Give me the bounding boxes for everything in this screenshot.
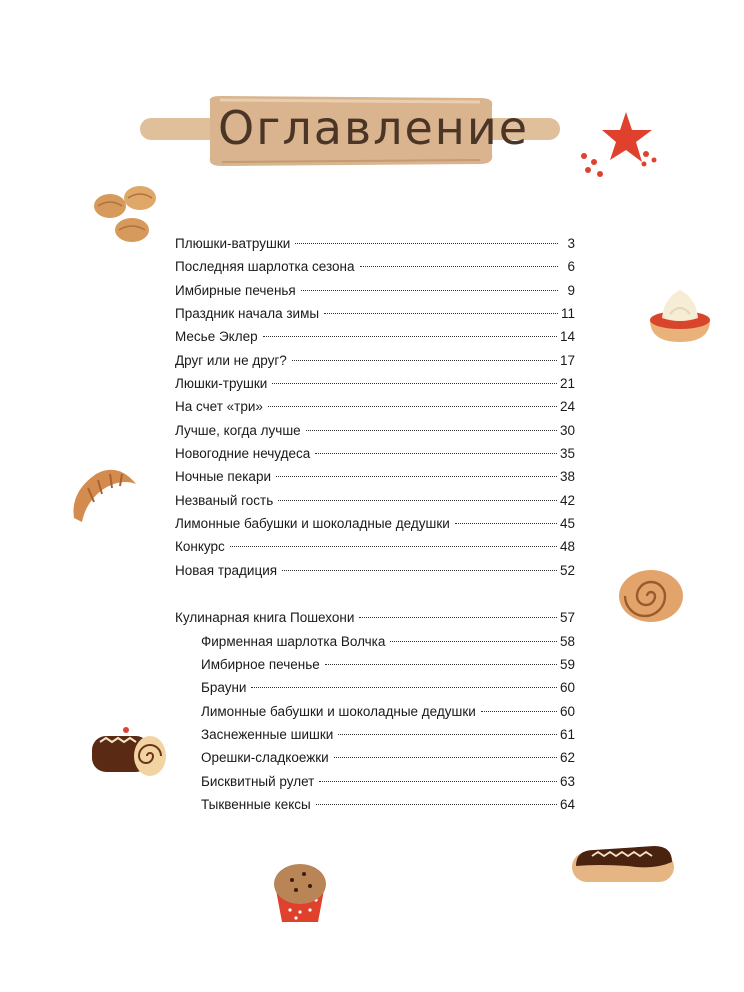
dot-leader [292,360,557,361]
toc-title: Новая традиция [175,562,278,578]
toc-page-number: 42 [559,492,575,508]
toc-title: Фирменная шарлотка Волчка [201,633,386,649]
toc-row-chapter[interactable] [175,559,575,582]
chapter-list [175,232,575,582]
toc-row-chapter[interactable] [175,535,575,558]
toc-page-number: 21 [559,376,575,392]
cream-tart-illustration [644,284,716,348]
toc-page-number: 45 [559,516,575,532]
toc-title: Брауни [201,680,247,696]
toc-page-number: 14 [559,329,575,345]
dot-leader [272,383,557,384]
toc-row-chapter[interactable] [175,302,575,325]
toc-row-chapter[interactable] [175,442,575,465]
star-illustration [574,108,664,188]
toc-page-number: 6 [567,259,575,275]
toc-row-chapter[interactable] [175,232,575,255]
toc-title: Новогодние нечудеса [175,446,311,462]
toc-title: Плюшки-ватрушки [175,236,291,251]
toc-page-number: 17 [559,352,575,368]
toc-row-recipe[interactable] [175,723,575,746]
dot-leader [325,664,557,665]
dot-leader [251,687,556,688]
toc-row-chapter[interactable] [175,419,575,442]
toc-page-number: 9 [567,282,575,298]
cinnamon-roll-illustration [616,564,686,626]
dot-leader [282,570,557,571]
dot-leader [230,546,557,547]
nut-cookies-illustration [88,176,168,248]
toc-page-number: 60 [559,703,575,719]
dot-leader [360,266,559,267]
eclair-illustration [568,836,678,888]
toc-page-number: 64 [559,796,575,812]
toc-row-recipe[interactable] [175,630,575,653]
toc-page-number: 11 [560,306,575,322]
toc-page-number: 63 [559,773,575,789]
dot-leader [295,243,558,244]
dot-leader [390,641,557,642]
toc-row-chapter[interactable] [175,512,575,535]
toc-row-chapter[interactable] [175,465,575,488]
toc-title: Орешки-сладкоежки [201,750,329,766]
dot-leader [334,757,557,758]
toc-title: Ночные пекари [175,469,271,485]
toc-page-number: 52 [559,562,575,578]
toc-page-number: 24 [559,399,575,415]
recipe-list [175,630,575,817]
toc-row-chapter[interactable] [175,489,575,512]
toc-title: Конкурс [175,539,225,555]
toc-title: Имбирные печенья [175,282,296,298]
swiss-roll-illustration [86,718,172,784]
toc-title: Лучше, когда лучше [175,422,301,438]
title-banner [140,88,560,178]
toc-title: На счет «три» [175,399,263,415]
dot-leader [268,406,557,407]
table-of-contents [175,232,575,816]
dot-leader [319,781,557,782]
dot-leader [316,804,557,805]
toc-title: Лимонные бабушки и шоколадные дедушки [201,703,476,719]
toc-page-number: 38 [559,469,575,485]
toc-row-recipe[interactable] [175,793,575,816]
dot-leader [278,500,557,501]
toc-page-number: 59 [559,656,575,672]
toc-title: Кулинарная книга Пошехони [175,610,355,626]
toc-page-number: 30 [559,422,575,438]
toc-title: Заснеженные шишки [201,726,334,742]
toc-row-chapter[interactable] [175,279,575,302]
toc-row-chapter[interactable] [175,255,575,278]
toc-page-number: 62 [559,750,575,766]
toc-row-chapter[interactable] [175,395,575,418]
toc-row-recipe[interactable] [175,746,575,769]
dot-leader [301,290,558,291]
toc-row-chapter[interactable] [175,349,575,372]
toc-title: Друг или не друг? [175,352,287,368]
dot-leader [306,430,557,431]
toc-row-recipe[interactable] [175,653,575,676]
toc-title: Месье Эклер [175,329,258,345]
toc-title: Лимонные бабушки и шоколадные дедушки [175,516,450,532]
toc-title: Праздник начала зимы [175,306,320,322]
page-title: Оглавление [218,101,530,155]
toc-row-chapter[interactable] [175,325,575,348]
toc-page-number: 3 [567,236,575,251]
dot-leader [455,523,557,524]
toc-title: Тыквенные кексы [201,796,311,812]
toc-row-recipe[interactable] [175,676,575,699]
dot-leader [324,313,558,314]
toc-page-number: 35 [559,446,575,462]
toc-page-number: 61 [559,726,575,742]
dot-leader [263,336,557,337]
toc-page-number: 58 [559,633,575,649]
toc-row-recipe[interactable] [175,770,575,793]
section-gap [175,582,575,606]
toc-title: Люшки-трушки [175,376,268,392]
toc-page-number: 60 [559,680,575,696]
dot-leader [338,734,557,735]
dot-leader [315,453,557,454]
toc-row-recipe[interactable] [175,700,575,723]
dot-leader [481,711,557,712]
toc-title: Имбирное печенье [201,656,320,672]
dot-leader [359,617,557,618]
dot-leader [276,476,557,477]
toc-row-chapter[interactable] [175,372,575,395]
toc-title: Незваный гость [175,492,274,508]
croissant-illustration [68,462,142,524]
toc-title: Бисквитный рулет [201,773,315,789]
toc-title: Последняя шарлотка сезона [175,259,355,275]
toc-page-number: 57 [559,610,575,626]
toc-row-cookbook[interactable] [175,606,575,629]
toc-page-number: 48 [559,539,575,555]
muffin-illustration [268,856,332,926]
